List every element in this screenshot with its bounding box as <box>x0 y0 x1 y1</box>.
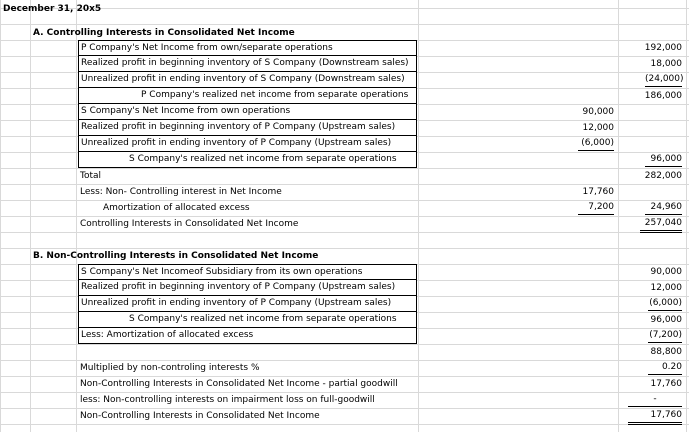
section-a-row-label: Unrealized profit in ending inventory of S Company (Downstream sales) <box>78 72 417 88</box>
section-a-row-label: Amortization of allocated excess <box>103 203 250 213</box>
grid-column-line <box>418 0 419 432</box>
section-b-amount: (7,200) <box>648 328 682 343</box>
section-a-amount: 24,960 <box>645 200 682 215</box>
section-a-amount: 282,000 <box>644 171 682 181</box>
section-b-amount: 90,000 <box>650 267 682 277</box>
section-a-amount: 192,000 <box>644 43 682 53</box>
section-b-row-label: Less: Amortization of allocated excess <box>78 328 417 344</box>
section-a-amount-col2: 12,000 <box>582 123 614 133</box>
grid-column-line <box>686 0 687 432</box>
section-a-amount: 96,000 <box>645 152 682 167</box>
section-b-row-label: less: Non-controlling interests on impairment loss on full-goodwill <box>80 395 375 405</box>
section-b-row-label: S Company's Net Incomeof Subsidiary from its own operations <box>78 264 417 280</box>
section-b-row-label: Unrealized profit in ending inventory of P Company (Upstream sales) <box>78 296 417 312</box>
section-b-amount: 17,760 <box>650 379 682 389</box>
grid-column-line <box>30 0 31 432</box>
section-b-row-label: Multiplied by non-controling interests % <box>80 363 260 373</box>
section-b-amount: 96,000 <box>650 315 682 325</box>
section-a-amount: 18,000 <box>650 59 682 69</box>
section-b-row-label: Realized profit in beginning inventory of P Company (Upstream sales) <box>78 280 417 296</box>
section-b-title: B. Non-Controlling Interests in Consolidated Net Income <box>33 251 319 261</box>
section-a-row-label: Less: Non- Controlling interest in Net Income <box>80 187 282 197</box>
section-b-amount: 0.20 <box>648 360 682 375</box>
report-date: December 31, 20x5 <box>3 4 102 14</box>
section-b-result-label: Non-Controlling Interests in Consolidated Net Income <box>80 411 320 421</box>
section-b-amount: 12,000 <box>650 283 682 293</box>
section-a-amount-col2: (6,000) <box>578 136 614 151</box>
section-a-amount: 186,000 <box>644 91 682 101</box>
section-a-row-label: P Company's Net Income from own/separate operations <box>78 40 417 56</box>
section-a-subtotal-label: S Company's realized net income from separate operations <box>78 152 417 168</box>
section-b-result-amount: 17,760 <box>628 408 682 425</box>
grid-column-line <box>76 0 77 432</box>
section-a-result-amount: 257,040 <box>640 216 682 233</box>
section-a-amount-col2: 90,000 <box>582 107 614 117</box>
section-b-row-label: Non-Controlling Interests in Consolidated Net Income - partial goodwill <box>80 379 398 389</box>
section-a-amount-col2: 17,760 <box>582 187 614 197</box>
section-b-amount: 88,800 <box>650 347 682 357</box>
section-a-row-label: Realized profit in beginning inventory of S Company (Downstream sales) <box>78 56 417 72</box>
section-b-amount: (6,000) <box>648 296 682 311</box>
section-a-row-label: S Company's Net Income from own operations <box>78 104 417 120</box>
section-a-result-label: Controlling Interests in Consolidated Net Income <box>80 219 299 229</box>
section-b-subtotal-label: S Company's realized net income from separate operations <box>78 312 417 328</box>
section-a-row-label: Unrealized profit in ending inventory of P Company (Upstream sales) <box>78 136 417 152</box>
section-a-subtotal-label: P Company's realized net income from separate operations <box>78 88 417 104</box>
section-a-title: A. Controlling Interests in Consolidated Net Income <box>33 28 295 38</box>
section-a-amount-col2: 7,200 <box>578 200 614 215</box>
section-a-row-label: Realized profit in beginning inventory of P Company (Upstream sales) <box>78 120 417 136</box>
section-b-amount: - <box>628 392 682 407</box>
section-a-amount: (24,000) <box>645 72 682 87</box>
grid-column-line <box>618 0 619 432</box>
section-a-total-label: Total <box>80 171 102 181</box>
